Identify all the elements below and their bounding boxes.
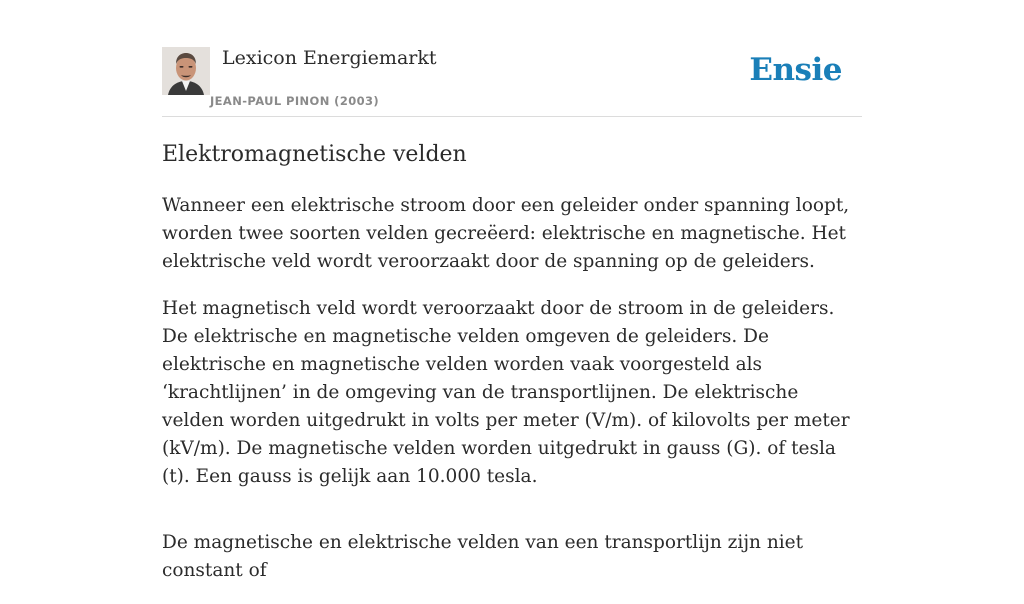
paragraph-2: Het magnetisch veld wordt veroorzaakt door de stroom in de geleiders. De elektrische en magnetische velden omgeven de geleiders. De elektrische en magnetische velden worden vaak voorgesteld als ‘krachtlijnen’ in de omgeving van de transportlijnen. De elektrische velden worden uitgedrukt in volts per meter (V/m). of kilovolts per meter (kV/m). De magnetische velden worden uitgedrukt in gauss (G). of tesla (t). Een gauss is gelijk aan 10.000 tesla. <box>162 298 850 487</box>
author-portrait-icon <box>162 47 210 95</box>
lexicon-title[interactable]: Lexicon Energiemarkt <box>222 47 437 69</box>
page <box>162 0 862 581</box>
brand-logo[interactable]: Ensie <box>749 52 842 88</box>
page-header <box>162 0 862 117</box>
paragraph-1: Wanneer een elektrische stroom door een geleider onder spanning loopt, worden twee soorten velden gecreëerd: elektrische en magnetische. Het elektrische veld wordt veroorzaakt door de spanning op de geleiders. <box>162 195 850 272</box>
paragraph-3: De magnetische en elektrische velden van een transportlijn zijn niet constant of <box>162 532 804 581</box>
article-title: Elektromagnetische velden <box>162 142 467 167</box>
author-name[interactable]: JEAN-PAUL PINON (2003) <box>210 94 380 108</box>
author-avatar <box>162 47 210 95</box>
article-body <box>162 192 862 604</box>
